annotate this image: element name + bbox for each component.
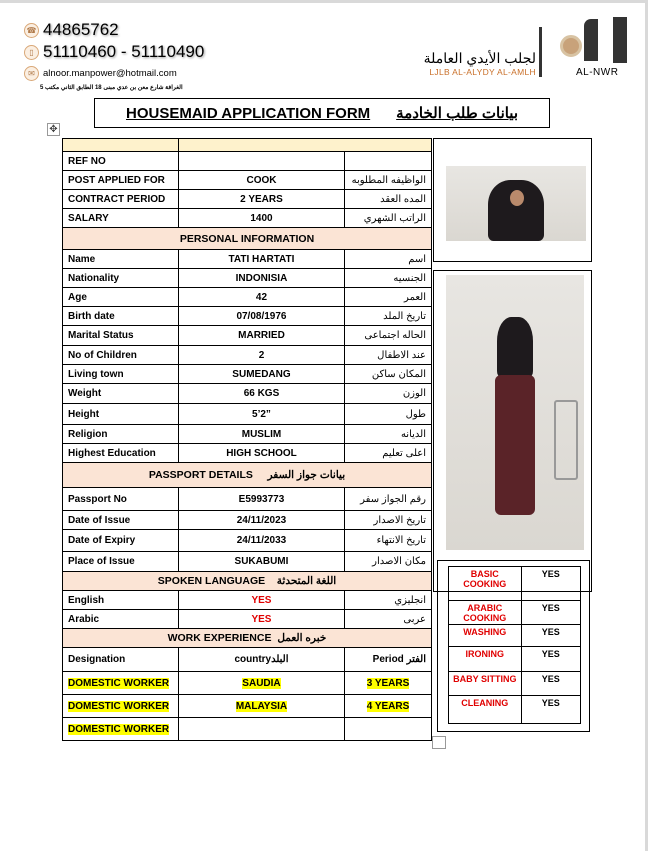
full-body-photo-frame (433, 270, 592, 592)
field-value: 5’2” (178, 404, 344, 425)
field-value: 66 KGS (178, 384, 344, 404)
field-value: HIGH SCHOOL (178, 444, 344, 463)
field-label-arabic: الجنسيه (345, 269, 432, 288)
company-logo (408, 17, 640, 87)
job-row (63, 209, 432, 228)
email: alnoor.manpower@hotmail.com (43, 68, 177, 79)
field-label: Name (63, 250, 179, 269)
field-value: E5993773 (178, 488, 344, 511)
field-label-arabic (345, 152, 432, 171)
field-value: 42 (178, 288, 344, 307)
field-label: Age (63, 288, 179, 307)
field-value: 2 YEARS (178, 190, 344, 209)
field-label-arabic: اعلى تعليم (345, 444, 432, 463)
languages-row (63, 610, 432, 629)
personal-row (63, 404, 432, 425)
title-english: HOUSEMAID APPLICATION FORM (125, 104, 371, 122)
field-label-arabic: الديانه (345, 425, 432, 444)
skill-value: YES (521, 696, 580, 724)
logo-brand: AL-NWR (576, 67, 619, 78)
section-language: SPOKEN LANGUAGE اللغة المتحدثة (63, 572, 432, 591)
skill-row (449, 567, 581, 601)
field-label-arabic: الواظيفه المطلوبه (345, 171, 432, 190)
field-value: 24/11/2033 (178, 530, 344, 552)
work-period: 4 YEARS (345, 695, 432, 718)
work-row (63, 695, 432, 718)
field-label: Height (63, 404, 179, 425)
field-label: Arabic (63, 610, 179, 629)
field-label: Nationality (63, 269, 179, 288)
personal-row (63, 384, 432, 404)
field-label-arabic: الحاله اجتماعى (345, 326, 432, 346)
languages-row (63, 591, 432, 610)
skill-name: BABY SITTING (449, 672, 522, 696)
field-value: SUMEDANG (178, 365, 344, 384)
section-personal: PERSONAL INFORMATION (63, 228, 432, 250)
personal-row (63, 250, 432, 269)
field-label: Highest Education (63, 444, 179, 463)
personal-row (63, 269, 432, 288)
field-label-arabic: المده العقد (345, 190, 432, 209)
job-row (63, 152, 432, 171)
personal-row (63, 425, 432, 444)
logo-arabic: لجلب الأيدي العاملة (423, 50, 536, 66)
field-label-arabic: مكان الاصدار (345, 552, 432, 572)
portrait-photo-frame (433, 138, 592, 262)
skills-box (437, 560, 590, 732)
field-value: 2 (178, 346, 344, 365)
work-designation: DOMESTIC WORKER (63, 718, 179, 741)
field-label: Living town (63, 365, 179, 384)
field-label-arabic: انجليزي (345, 591, 432, 610)
skill-value: YES (521, 567, 580, 601)
personal-row (63, 346, 432, 365)
skill-row (449, 696, 581, 724)
field-value: TATI HARTATI (178, 250, 344, 269)
job-row (63, 171, 432, 190)
field-label: SALARY (63, 209, 179, 228)
passport-row (63, 511, 432, 530)
work-period: 3 YEARS (345, 672, 432, 695)
field-label: POST APPLIED FOR (63, 171, 179, 190)
form-title (94, 98, 550, 128)
skills-table (448, 566, 581, 724)
field-label: English (63, 591, 179, 610)
field-value: YES (178, 591, 344, 610)
phone-icon: ☎ (24, 23, 39, 38)
empty-checkbox[interactable] (432, 736, 446, 749)
lightbulb-icon (560, 35, 582, 57)
skill-row (449, 647, 581, 672)
field-label-arabic: الوزن (345, 384, 432, 404)
field-label-arabic: طول (345, 404, 432, 425)
table-top-row (63, 139, 432, 152)
skill-name: ARABIC COOKING (449, 601, 522, 625)
work-designation: DOMESTIC WORKER (63, 695, 179, 718)
skill-value: YES (521, 672, 580, 696)
work-row (63, 718, 432, 741)
mobile-numbers: 51110460 - 51110490 (43, 42, 205, 61)
field-label: Weight (63, 384, 179, 404)
personal-row (63, 288, 432, 307)
field-label: CONTRACT PERIOD (63, 190, 179, 209)
section-passport: PASSPORT DETAILS بيانات جواز السفر (63, 463, 432, 488)
passport-row (63, 488, 432, 511)
passport-row (63, 530, 432, 552)
work-country: SAUDIA (178, 672, 344, 695)
work-country (178, 718, 344, 741)
field-value (178, 152, 344, 171)
skill-row (449, 672, 581, 696)
mail-icon: ✉ (24, 66, 39, 81)
skill-value: YES (521, 625, 580, 647)
phone-line-2 (24, 42, 204, 62)
phone-number: 44865762 (43, 20, 119, 39)
work-designation: DOMESTIC WORKER (63, 672, 179, 695)
table-move-handle-icon[interactable]: ✥ (47, 123, 60, 136)
field-label-arabic: رقم الجواز سفر (345, 488, 432, 511)
skill-name: BASIC COOKING (449, 567, 522, 601)
skill-row (449, 625, 581, 647)
personal-row (63, 307, 432, 326)
passport-row (63, 552, 432, 572)
field-label: Date of Issue (63, 511, 179, 530)
field-label-arabic: عند الاطفال (345, 346, 432, 365)
email-line (24, 66, 177, 81)
field-label: Birth date (63, 307, 179, 326)
work-country: MALAYSIA (178, 695, 344, 718)
phone-line-1 (24, 20, 119, 40)
skill-name: IRONING (449, 647, 522, 672)
field-label: Date of Expiry (63, 530, 179, 552)
field-label: Place of Issue (63, 552, 179, 572)
skill-value: YES (521, 647, 580, 672)
field-value: INDONISIA (178, 269, 344, 288)
title-arabic: بيانات طلب الخادمة (396, 105, 519, 122)
field-label-arabic: تاريخ الانتهاء (345, 530, 432, 552)
personal-row (63, 365, 432, 384)
work-header-row: Designation countryالبلد الفتر Period (63, 648, 432, 672)
field-label-arabic: الراتب الشهري (345, 209, 432, 228)
field-label-arabic: المكان ساكن (345, 365, 432, 384)
field-label-arabic: عربى (345, 610, 432, 629)
full-body-photo (446, 275, 584, 550)
field-value: COOK (178, 171, 344, 190)
field-label: No of Children (63, 346, 179, 365)
skill-name: WASHING (449, 625, 522, 647)
field-label: Passport No (63, 488, 179, 511)
field-label: Religion (63, 425, 179, 444)
field-value: YES (178, 610, 344, 629)
portrait-photo (446, 166, 586, 241)
field-value: MUSLIM (178, 425, 344, 444)
field-value: MARRIED (178, 326, 344, 346)
field-label-arabic: العمر (345, 288, 432, 307)
logo-english: LJLB AL-ALYDY AL-AMLH (429, 67, 536, 77)
field-value: SUKABUMI (178, 552, 344, 572)
field-label-arabic: تاريخ الاصدار (345, 511, 432, 530)
field-label: Marital Status (63, 326, 179, 346)
mobile-icon: ▯ (24, 45, 39, 60)
personal-row (63, 326, 432, 346)
field-label: REF NO (63, 152, 179, 171)
address: الغرافة شارع معن بن عدي مبنى 18 الطابق الثاني مكتب 5 (40, 85, 183, 91)
field-label-arabic: اسم (345, 250, 432, 269)
skill-name: CLEANING (449, 696, 522, 724)
work-row (63, 672, 432, 695)
skill-row (449, 601, 581, 625)
skill-value: YES (521, 601, 580, 625)
field-value: 07/08/1976 (178, 307, 344, 326)
field-label-arabic: تاريخ الملد (345, 307, 432, 326)
job-row (63, 190, 432, 209)
field-value: 24/11/2023 (178, 511, 344, 530)
work-period (345, 718, 432, 741)
application-table (62, 138, 432, 741)
field-value: 1400 (178, 209, 344, 228)
section-work: WORK EXPERIENCE خبره العمل (63, 629, 432, 648)
personal-row (63, 444, 432, 463)
